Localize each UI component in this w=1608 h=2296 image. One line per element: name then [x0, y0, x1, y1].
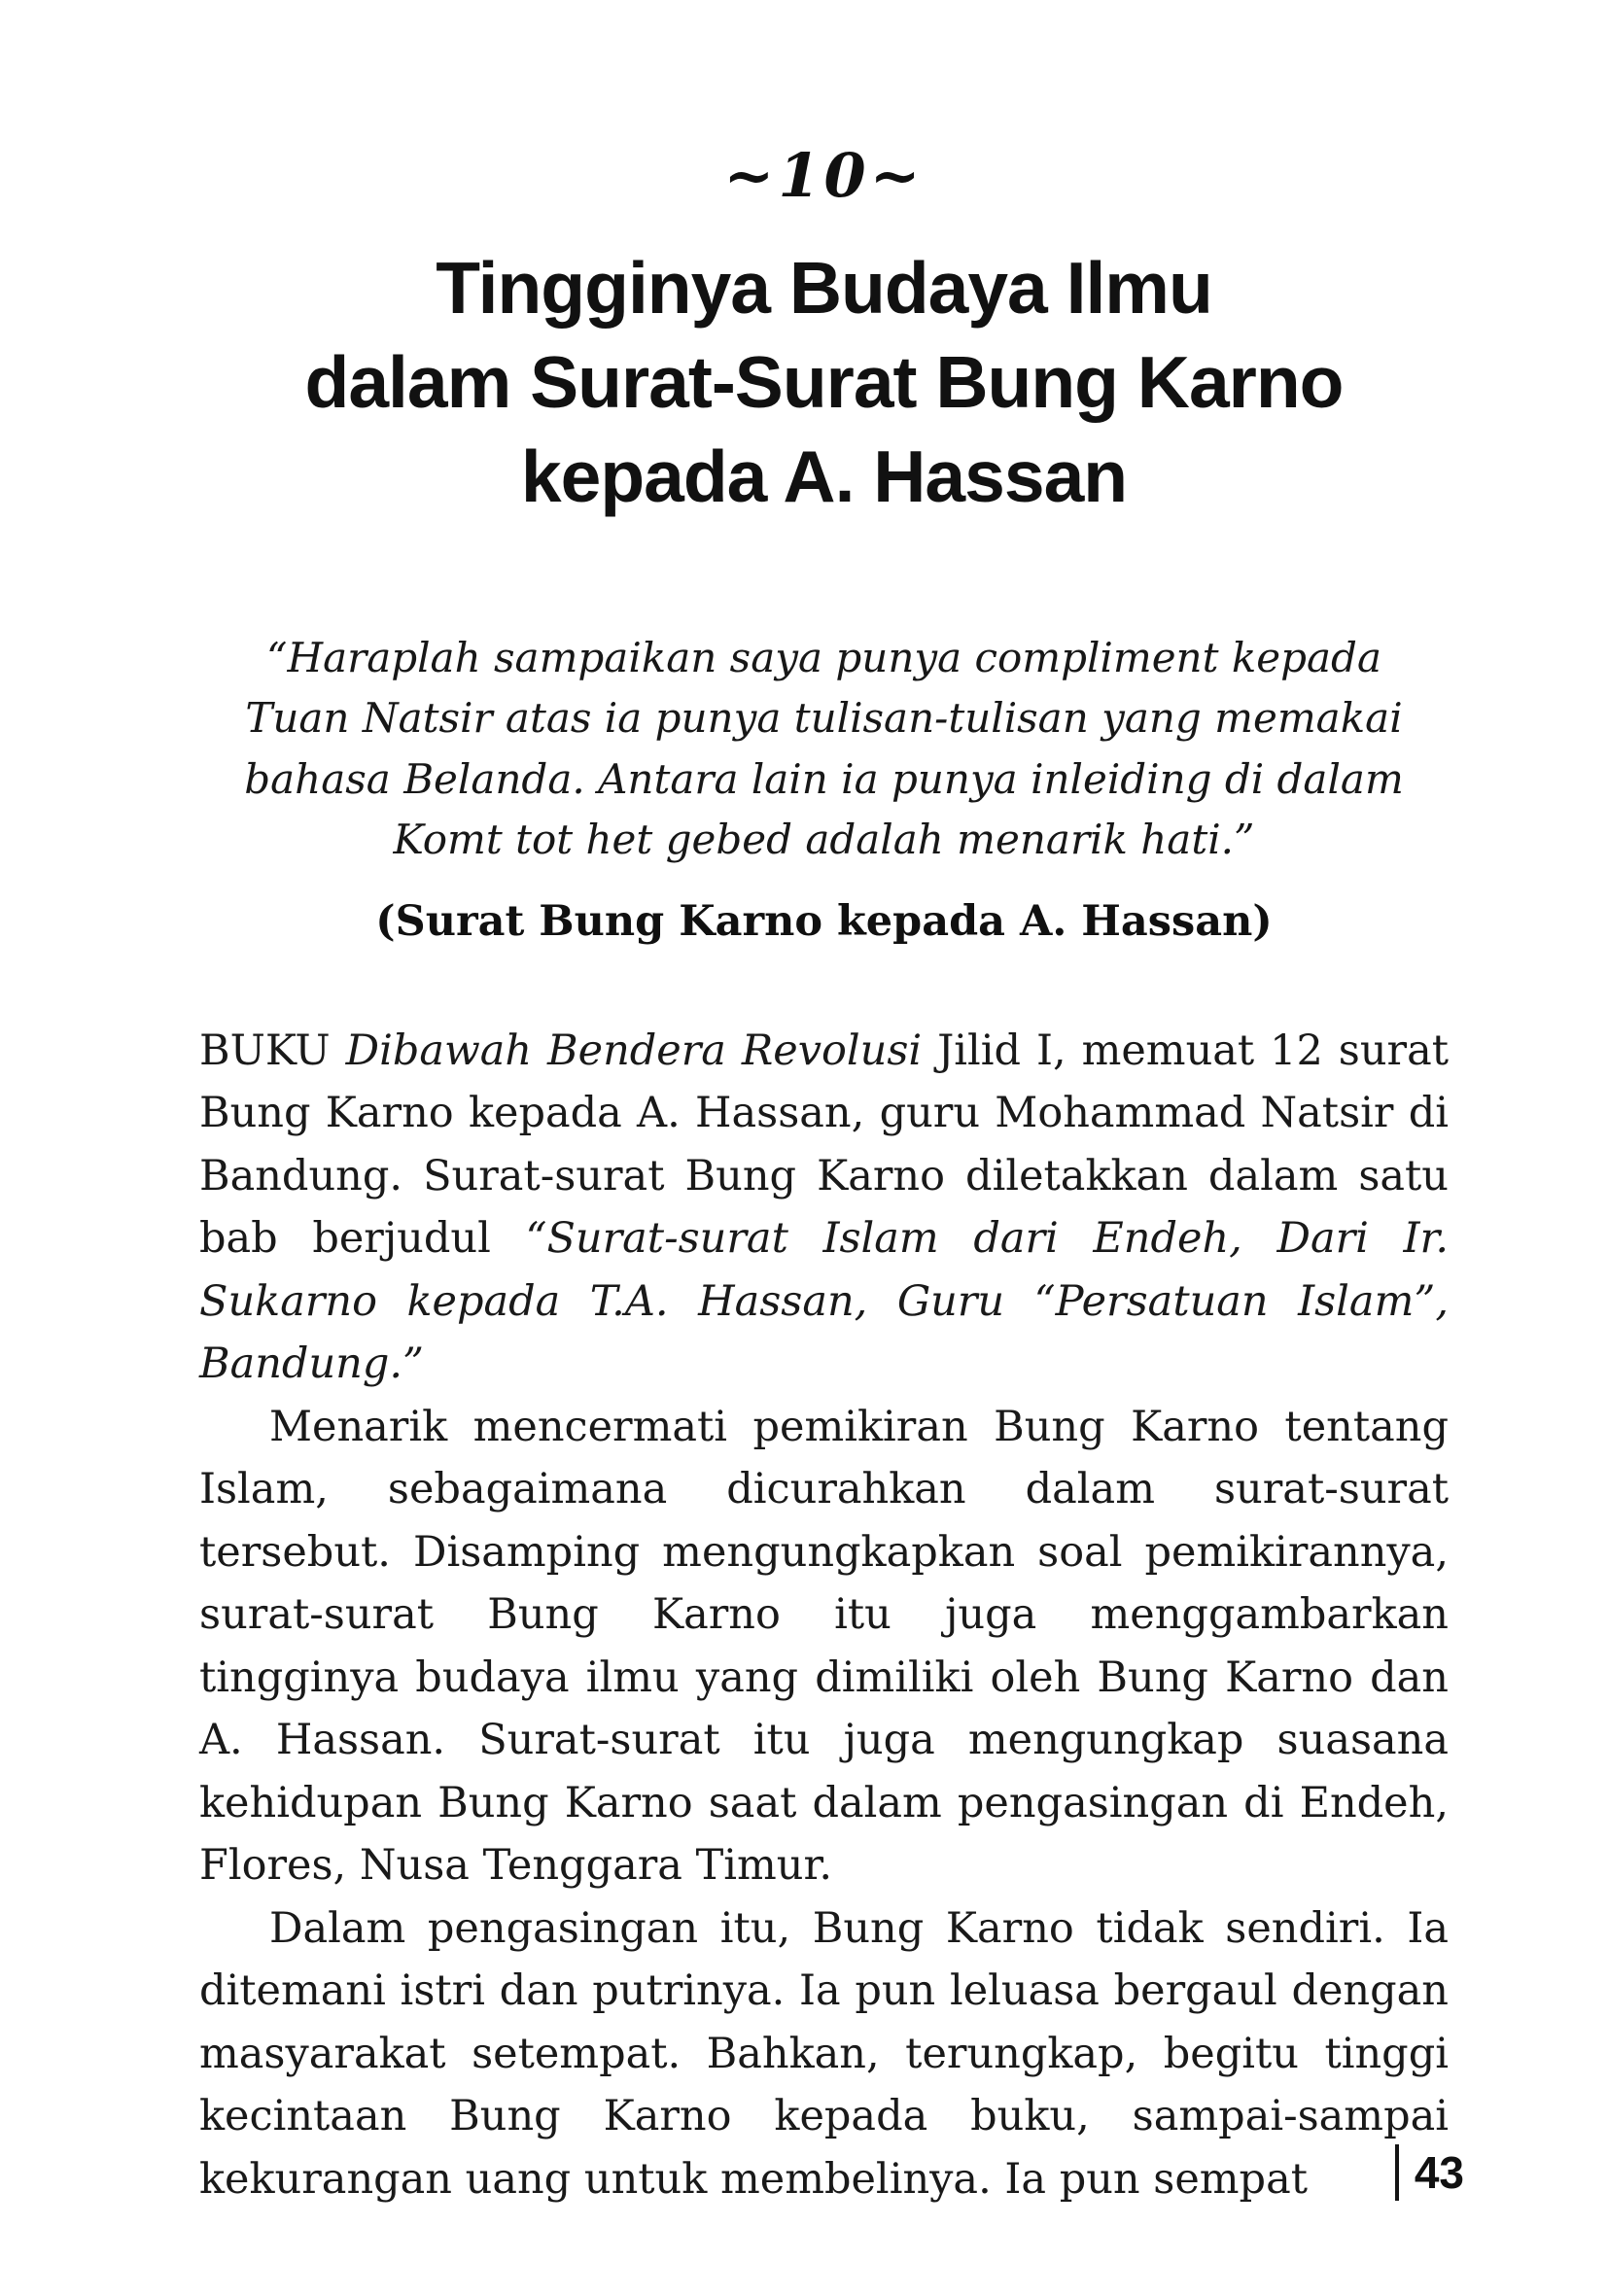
epigraph-attribution: (Surat Bung Karno kepada A. Hassan) [375, 896, 1273, 946]
body-paragraph [199, 1897, 1449, 2211]
epigraph-quote [241, 628, 1408, 870]
chapter-title-line-1: Tingginya Budaya Ilmu [436, 247, 1212, 329]
page-footer [1395, 2144, 1464, 2201]
chapter-title [199, 241, 1449, 523]
italic-text-run: “Surat-surat Islam dari Endeh, Dari Ir. Sukarno kepada T.A. Hassan, Guru “Persatuan Islam”, Bandung.” [199, 1214, 1450, 1389]
epigraph-line-2: Tuan Natsir atas ia punya tulisan-tulisan yang memakai [245, 694, 1403, 743]
chapter-title-line-3: kepada A. Hassan [520, 435, 1128, 517]
text-run: BUKU [199, 1026, 346, 1075]
body-paragraph [199, 1396, 1449, 1897]
body-text [199, 1020, 1449, 2211]
chapter-number-ornament: ~10~ [723, 140, 925, 211]
body-paragraph [199, 1020, 1449, 1396]
epigraph-line-4: Komt tot het gebed adalah menarik hati.” [393, 815, 1255, 863]
page-number-divider [1395, 2144, 1399, 2201]
text-run: Jilid I, memuat 12 surat Bung Karno kepada A. Hassan, guru Mohammad Natsir di Bandung. Surat-surat Bung Karno diletakkan dalam satu bab berjudul [199, 1026, 1449, 1264]
text-run: Menarik mencermati pemikiran Bung Karno tentang Islam, sebagaimana dicurahkan dalam surat-surat tersebut. Disamping mengungkapkan soal pemikirannya, surat-surat Bung Karno itu juga menggambarkan tingginya budaya ilmu yang dimiliki oleh Bung Karno dan A. Hassan. Surat-surat itu juga mengungkap suasana kehidupan Bung Karno saat dalam pengasingan di Endeh, Flores, Nusa Tenggara Timur. [199, 1402, 1449, 1891]
italic-text-run: Dibawah Bendera Revolusi [345, 1026, 923, 1075]
epigraph-line-1: “Haraplah sampaikan saya punya compliment kepada [265, 634, 1381, 682]
epigraph-line-3: bahasa Belanda. Antara lain ia punya inleiding di dalam [244, 754, 1404, 803]
page-number: 43 [1414, 2147, 1464, 2198]
chapter-title-line-2: dalam Surat-Surat Bung Karno [304, 340, 1344, 423]
page-content [199, 0, 1449, 2210]
text-run: Dalam pengasingan itu, Bung Karno tidak sendiri. Ia ditemani istri dan putrinya. Ia pun leluasa bergaul dengan masyarakat setempat. Bahkan, terungkap, begitu tinggi kecintaan Bung Karno kepada buku, sampai-sampai kekurangan uang untuk membelinya. Ia pun sempat [199, 1903, 1449, 2204]
